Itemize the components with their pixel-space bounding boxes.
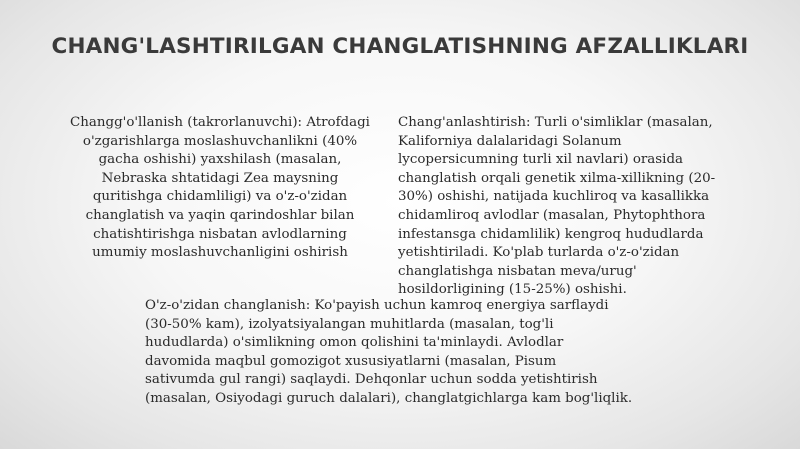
text-line: Nebraska shtatidagi Zea maysning bbox=[101, 170, 339, 186]
text-line: 30%) oshishi, natijada kuchliroq va kasallikka bbox=[398, 189, 710, 205]
right-text-block bbox=[398, 114, 750, 300]
text-line: hududlarda) o'simlikning omon qolishini ta'minlaydi. Avlodlar bbox=[145, 335, 564, 351]
text-line: lycopersicumning turli xil navlari) orasida bbox=[398, 152, 684, 168]
text-line: chatishtirishga nisbatan avlodlarning bbox=[93, 226, 347, 242]
text-line: chidamliroq avlodlar (masalan, Phytophthora bbox=[398, 207, 706, 223]
text-line: Chang'anlashtirish: Turli o'simliklar (masalan, bbox=[398, 115, 713, 130]
text-line: sativumda gul rangi) saqlaydi. Dehqonlar uchun sodda yetishtirish bbox=[145, 372, 598, 388]
left-text-block bbox=[52, 114, 388, 263]
text-line: changlatish orqali genetik xilma-xillikning (20- bbox=[398, 170, 716, 186]
text-line: umumiy moslashuvchanligini oshirish bbox=[92, 245, 348, 261]
text-line: Kaliforniya dalalaridagi Solanum bbox=[398, 133, 622, 149]
text-line: yetishtiriladi. Ko'plab turlarda o'z-o'zidan bbox=[398, 245, 680, 261]
text-line: davomida maqbul gomozigot xususiyatlarni (masalan, Pisum bbox=[145, 353, 557, 369]
text-line: (30-50% kam), izolyatsiyalangan muhitlarda (masalan, tog'li bbox=[145, 316, 554, 332]
text-line: changlatish va yaqin qarindoshlar bilan bbox=[85, 207, 355, 223]
text-line: Changg'o'llanish (takrorlanuvchi): Atrofdagi bbox=[70, 115, 370, 130]
slide-title: CHANG'LASHTIRILGAN CHANGLATISHNING AFZALLIKLARI bbox=[51, 34, 749, 59]
text-line: O'z-o'zidan changlanish: Ko'payish uchun kamroq energiya sarflaydi bbox=[145, 298, 609, 313]
text-line: (masalan, Osiyodagi guruch dalalari), changlatgichlarga kam bog'liqlik. bbox=[145, 390, 633, 406]
text-line: changlatishga nisbatan meva/urug' bbox=[398, 263, 637, 279]
text-line: quritishga chidamliligi) va o'z-o'zidan bbox=[92, 189, 348, 205]
bottom-text-block bbox=[145, 297, 665, 409]
text-line: infestansga chidamlilik) kengroq hududlarda bbox=[398, 226, 704, 242]
text-line: gacha oshishi) yaxshilash (masalan, bbox=[98, 152, 342, 168]
text-line: hosildorligining (15-25%) oshishi. bbox=[398, 282, 627, 298]
text-line: o'zgarishlarga moslashuvchanlikni (40% bbox=[82, 133, 358, 149]
